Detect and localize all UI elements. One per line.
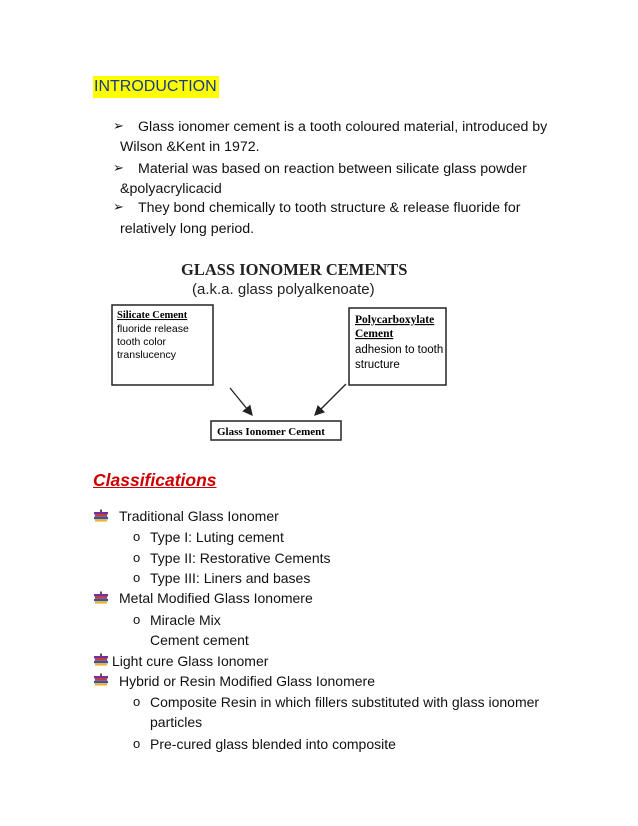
diagram-title: GLASS IONOMER CEMENTS [181, 260, 408, 279]
class-item-1: Traditional Glass Ionomer [119, 508, 279, 524]
sub-bullet-icon: o [133, 550, 141, 565]
silicate-line-1: fluoride release [117, 323, 189, 335]
class-item-1-sub-2: Type II: Restorative Cements [150, 550, 331, 566]
polycarboxylate-title-1: Polycarboxylate [355, 314, 435, 326]
intro-bullet-1-line2: Wilson &Kent in 1972. [120, 139, 260, 155]
sub-bullet-icon: o [133, 570, 141, 585]
class-item-1-sub-3: Type III: Liners and bases [150, 570, 311, 586]
arrow-bullet-icon: ➢ [113, 160, 124, 175]
intro-bullet-3-line1: They bond chemically to tooth structure & release fluoride for [138, 200, 521, 216]
book-bullet-icon [93, 653, 109, 667]
intro-bullet-2-line2: &polyacrylicacid [120, 181, 222, 197]
silicate-line-3: translucency [117, 349, 176, 361]
intro-bullet-3-line2: relatively long period. [120, 221, 255, 237]
class-item-1-sub-1: Type I: Luting cement [150, 529, 284, 545]
class-item-3: Light cure Glass Ionomer [112, 653, 269, 669]
intro-bullet-1-line1: Glass ionomer cement is a tooth coloured material, introduced by [138, 119, 548, 135]
book-bullet-icon [93, 591, 109, 605]
class-item-2-cont: Cement cement [150, 632, 249, 648]
glass-ionomer-diagram [90, 250, 450, 450]
diagram-subtitle: (a.k.a. glass polyalkenoate) [192, 281, 375, 298]
classifications-heading: Classifications [93, 470, 217, 490]
intro-bullet-2-line1: Material was based on reaction between silicate glass powder [138, 161, 527, 177]
glass-ionomer-cement-title: Glass Ionomer Cement [217, 426, 325, 438]
class-item-2: Metal Modified Glass Ionomere [119, 590, 313, 606]
polycarboxylate-title-2: Cement [355, 328, 394, 340]
silicate-line-2: tooth color [117, 336, 167, 348]
class-item-4-sub-1: Composite Resin in which fillers substituted with glass ionomer [150, 694, 540, 710]
class-item-4-cont: particles [150, 714, 203, 730]
sub-bullet-icon: o [133, 736, 141, 751]
arrow-bullet-icon: ➢ [113, 118, 124, 133]
sub-bullet-icon: o [133, 694, 141, 709]
polycarboxylate-line-1: adhesion to tooth [355, 344, 444, 356]
class-item-2-sub-1: Miracle Mix [150, 612, 221, 628]
book-bullet-icon [93, 509, 109, 523]
intro-heading: INTRODUCTION [93, 76, 219, 98]
arrow-bullet-icon: ➢ [113, 199, 124, 214]
sub-bullet-icon: o [133, 529, 141, 544]
silicate-cement-title: Silicate Cement [117, 310, 188, 321]
right-arrow [315, 384, 346, 415]
book-bullet-icon [93, 673, 109, 687]
class-item-4-sub-2: Pre-cured glass blended into composite [150, 736, 396, 752]
sub-bullet-icon: o [133, 612, 141, 627]
polycarboxylate-line-2: structure [355, 359, 400, 371]
class-item-4: Hybrid or Resin Modified Glass Ionomere [119, 673, 375, 689]
left-arrow [230, 388, 252, 415]
